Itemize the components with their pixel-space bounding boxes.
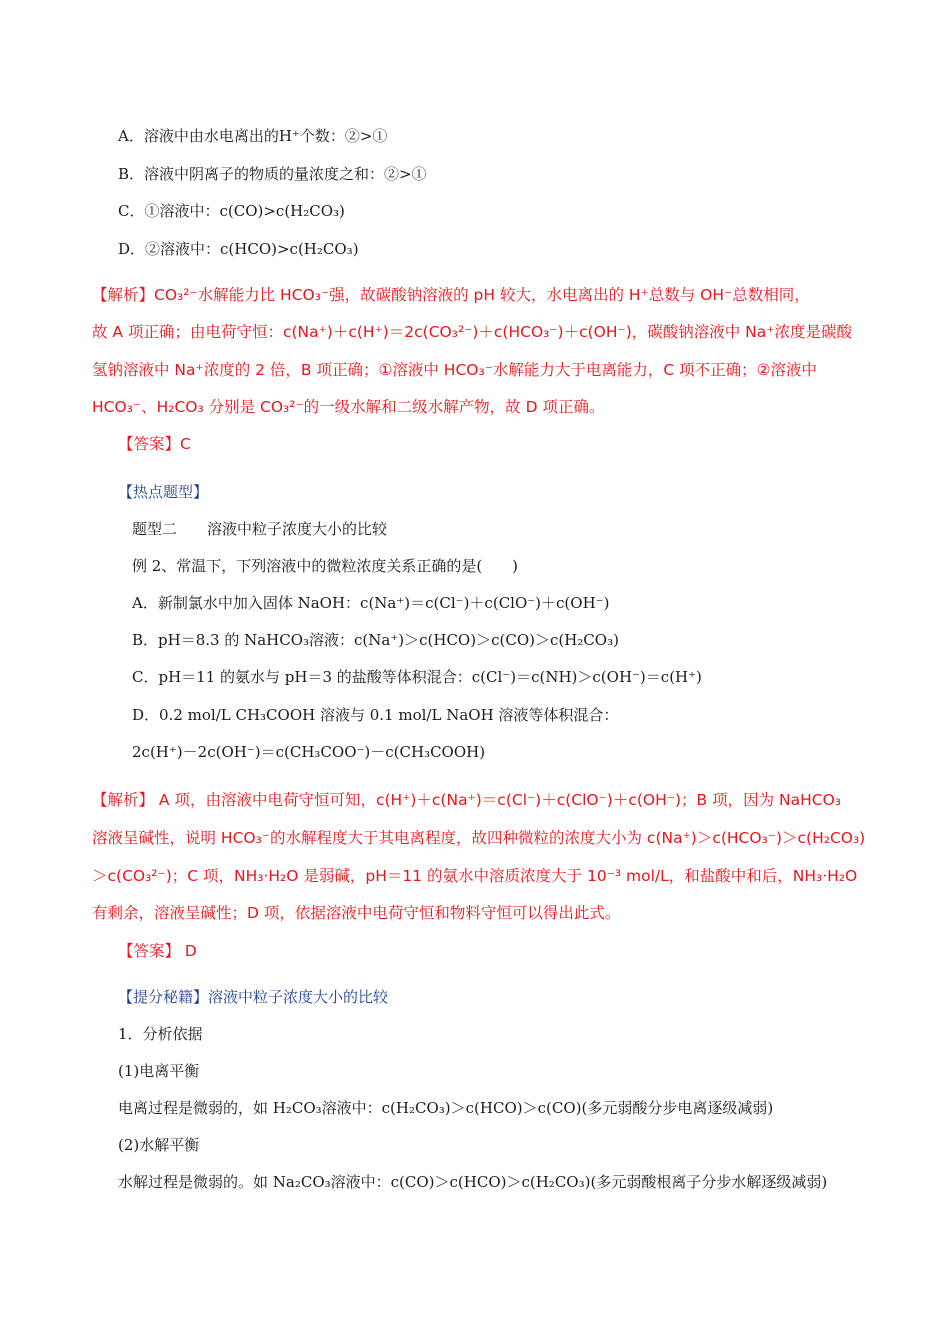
tips-heading-tag: 【提分秘籍】 bbox=[118, 988, 209, 1006]
tips-line-1: 1．分析依据 bbox=[118, 1025, 203, 1043]
tips-heading-text: 溶液中粒子浓度大小的比较 bbox=[208, 988, 389, 1006]
q1-analysis-line-2: 故 A 项正确；由电荷守恒：c(Na⁺)＋c(H⁺)＝2c(CO₃²⁻)＋c(HCO₃⁻)＋c(OH⁻)，碳酸钠溶液中 Na⁺浓度是碳酸 bbox=[92, 323, 852, 341]
ex2-answer: 【答案】 D bbox=[118, 942, 197, 960]
ex2-option-d-formula: 2c(H⁺)－2c(OH⁻)＝c(CH₃COO⁻)－c(CH₃COOH) bbox=[132, 743, 486, 761]
ex2-analysis-line-2: 溶液呈碱性，说明 HCO₃⁻的水解程度大于其电离程度，故四种微粒的浓度大小为 c(Na⁺)＞c(HCO₃⁻)＞c(H₂CO₃) bbox=[92, 829, 866, 847]
tips-line-4: (2)水解平衡 bbox=[118, 1136, 200, 1154]
q1-option-c: C．①溶液中：c(CO)>c(H₂CO₃) bbox=[118, 202, 345, 220]
example-2-stem: 例 2、常温下，下列溶液中的微粒浓度关系正确的是( ) bbox=[132, 557, 519, 575]
q1-analysis-line-4: HCO₃⁻、H₂CO₃ 分别是 CO₃²⁻的一级水解和二级水解产物，故 D 项正确。 bbox=[92, 398, 605, 416]
ex2-option-b: B．pH＝8.3 的 NaHCO₃溶液：c(Na⁺)＞c(HCO)＞c(CO)＞c(H₂CO₃) bbox=[132, 631, 619, 649]
hot-topic-type-title: 题型二 溶液中粒子浓度大小的比较 bbox=[132, 520, 388, 538]
q1-analysis-line-3: 氢钠溶液中 Na⁺浓度的 2 倍，B 项正确；①溶液中 HCO₃⁻水解能力大于电离能力，C 项不正确；②溶液中 bbox=[92, 361, 818, 379]
tips-line-2: (1)电离平衡 bbox=[118, 1062, 200, 1080]
q1-answer: 【答案】C bbox=[118, 435, 191, 453]
hot-topic-heading: 【热点题型】 bbox=[118, 483, 209, 501]
q1-analysis-line-1: 【解析】CO₃²⁻水解能力比 HCO₃⁻强，故碳酸钠溶液的 pH 较大，水电离出的 H⁺总数与 OH⁻总数相同， bbox=[92, 286, 810, 304]
ex2-option-d: D．0.2 mol/L CH₃COOH 溶液与 0.1 mol/L NaOH 溶液等体积混合： bbox=[132, 706, 619, 724]
tips-heading bbox=[118, 987, 388, 1007]
ex2-analysis-line-1: 【解析】 A 项，由溶液中电荷守恒可知，c(H⁺)＋c(Na⁺)＝c(Cl⁻)＋c(ClO⁻)＋c(OH⁻)；B 项，因为 NaHCO₃ bbox=[92, 791, 841, 809]
tips-line-5: 水解过程是微弱的。如 Na₂CO₃溶液中：c(CO)＞c(HCO)＞c(H₂CO₃)(多元弱酸根离子分步水解逐级减弱) bbox=[118, 1173, 828, 1191]
q1-option-b: B．溶液中阴离子的物质的量浓度之和：②>① bbox=[118, 165, 427, 183]
ex2-analysis-line-3: ＞c(CO₃²⁻)；C 项，NH₃·H₂O 是弱碱，pH＝11 的氨水中溶质浓度大于 10⁻³ mol/L，和盐酸中和后，NH₃·H₂O bbox=[92, 867, 858, 885]
tips-line-3: 电离过程是微弱的，如 H₂CO₃溶液中：c(H₂CO₃)＞c(HCO)＞c(CO)(多元弱酸分步电离逐级减弱) bbox=[118, 1099, 774, 1117]
ex2-analysis-line-4: 有剩余，溶液呈碱性；D 项，依据溶液中电荷守恒和物料守恒可以得出此式。 bbox=[92, 904, 621, 922]
ex2-option-c: C．pH＝11 的氨水与 pH＝3 的盐酸等体积混合：c(Cl⁻)＝c(NH)＞c(OH⁻)＝c(H⁺) bbox=[132, 668, 702, 686]
q1-option-a: A．溶液中由水电离出的H⁺个数：②>① bbox=[118, 127, 388, 145]
q1-option-d: D．②溶液中：c(HCO)>c(H₂CO₃) bbox=[118, 240, 359, 258]
ex2-option-a: A．新制氯水中加入固体 NaOH：c(Na⁺)＝c(Cl⁻)＋c(ClO⁻)＋c(OH⁻) bbox=[132, 594, 610, 612]
